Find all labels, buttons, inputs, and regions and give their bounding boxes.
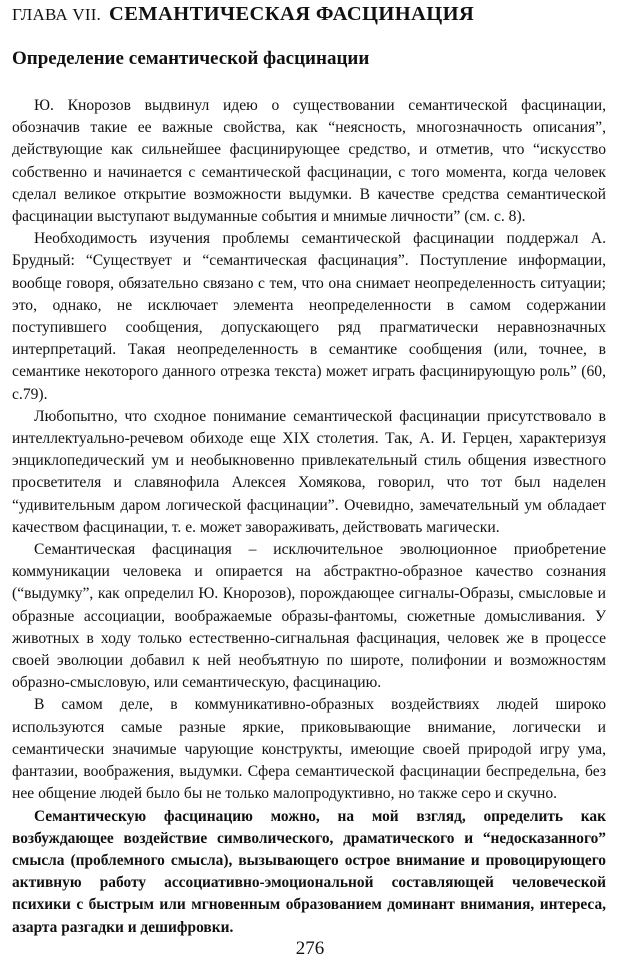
paragraph: Ю. Кнорозов выдвинул идею о существовании семантической фасцинации, обозначив такие ее важные свойства, как “неясность, многозначность описания”, действующие как сильнейшее фасцинирующее средство, и отметив, что “искусство собственно и начинается с семантической фасцинации, с того момента, когда человек сделал великое открытие возможности выдумки. В качестве средства семантической фасцинации выступают выдуманные события и мнимые личности” (см. с. 8).: [12, 97, 606, 226]
paragraph: Семантическая фасцинация – исключительное эволюционное приобретение коммуникации человека и опирается на абстрактно-образное качество сознания (“выдумку”, как определил Ю. Кнорозов), порождающее сигналы-Образы, смысловые и образные ассоциации, воображаемые образы-фантомы, сюжетные домысливания. У животных в ходу только естественно-сигнальная фасцинация, человек же в процессе своей эволюции добавил к ней необъятную по широте, полифонии и возможностям образно-смысловую, или семантическую, фасцинацию.: [12, 541, 606, 692]
chapter-label: ГЛАВА VII.: [12, 5, 102, 24]
paragraph: Любопытно, что сходное понимание семантической фасцинации присутствовало в интеллектуально-речевом обиходе еще XIX столетия. Так, А. И. Герцен, характеризуя энциклопедический ум и необыкновенно привлекательный стиль общения известного просветителя и славянофила Алексея Хомякова, говорил, что тот был наделен “удивительным даром логической фасцинации”. Очевидно, замечательный ум обладает качеством фасцинации, т. е. может завораживать, действовать магически.: [12, 407, 606, 536]
paragraph: Необходимость изучения проблемы семантической фасцинации поддержал А. Брудный: “Существует и “семантическая фасцинация”. Поступление информации, вообще говоря, обязательно связано с тем, что она снимает неопределенность ситуации; это, однако, не исключает элемента неопределенности в самом содержании поступившего сообщения, допускающего ряд прагматически неравнозначных интерпретаций. Такая неопределенность в семантике сообщения (или, точнее, в семантике некоторого данного отрезка текста) может играть фасцинирующую роль” (60, с.79).: [12, 230, 606, 403]
running-header: [12, 4, 606, 25]
section-title: Определение семантической фасцинации: [12, 48, 370, 69]
chapter-title: СЕМАНТИЧЕСКАЯ ФАСЦИНАЦИЯ: [109, 3, 475, 25]
definition-paragraph: Семантическую фасцинацию можно, на мой взгляд, определить как возбуждающее воздействие символического, драматического и “недосказанного” смысла (проблемного смысла), вызывающего острое внимание и провоцирующего активную работу ассоциативно-эмоциональной составляющей человеческой психики с быстрым или мгновенным образованием доминант внимания, интереса, азарта разгадки и дешифровки.: [12, 807, 606, 936]
paragraph: В самом деле, в коммуникативно-образных воздействиях людей широко используются самые разные яркие, приковывающие внимание, логически и семантически значимые чарующие конструкты, имеющие своей природой игру ума, фантазии, воображения, выдумки. Сфера семантической фасцинации беспредельна, без нее общение людей было бы не только малопродуктивно, но также серо и скучно.: [12, 696, 606, 803]
page-number: 276: [295, 938, 325, 959]
body-text: [12, 95, 606, 939]
